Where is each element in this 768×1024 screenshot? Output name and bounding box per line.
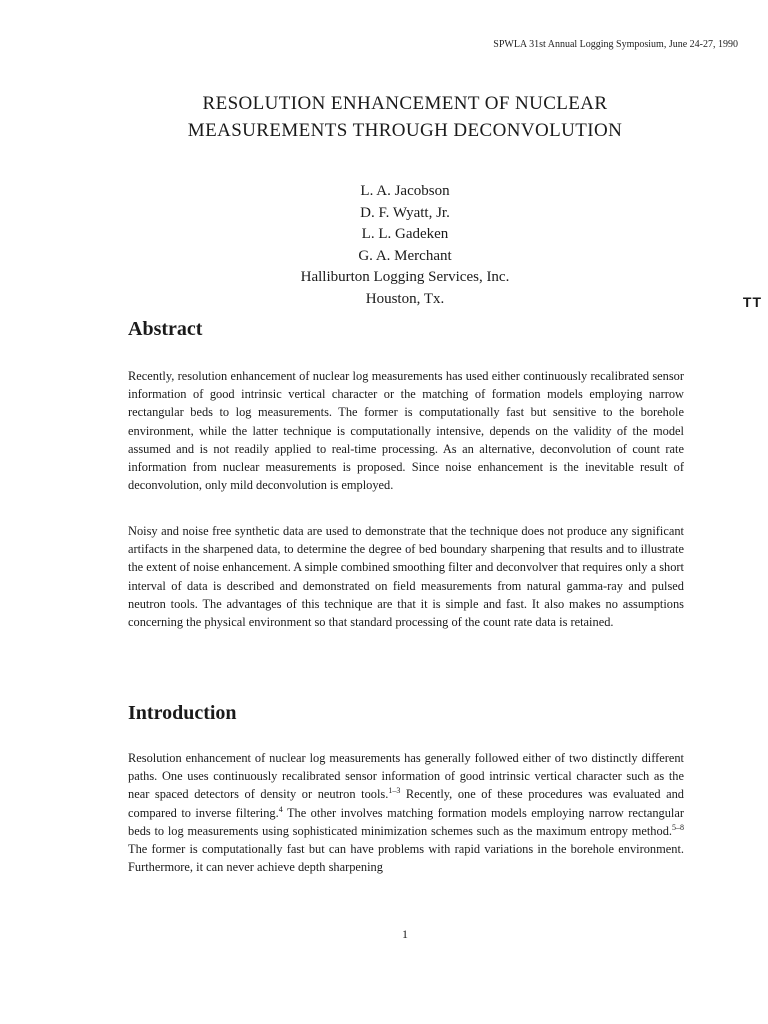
intro-text: The other involves matching formation models employing narrow rectangular beds to log measurements using sophisticated minimization schemes such as the maximum entropy method. [128,805,685,838]
running-head: SPWLA 31st Annual Logging Symposium, June 24-27, 1990 [493,39,738,50]
author-affiliation: Halliburton Logging Services, Inc. [300,269,510,286]
paper-title [0,90,768,144]
introduction-paragraph-1 [128,749,684,876]
section-mark: TT [742,294,762,310]
author-name: L. A. Jacobson [360,183,450,199]
author-name: G. A. Merchant [358,247,452,264]
citation-ref: 1–3 [388,786,401,796]
citation-ref: 5–8 [672,822,684,832]
introduction-heading: Introduction [128,702,237,724]
intro-text: Recently, one of these procedures was evaluated and compared to inverse filtering. [128,787,684,820]
page-number: 1 [402,927,408,941]
intro-text: Resolution enhancement of nuclear log measurements has generally followed either of two distinctly different paths. One uses continuously recalibrated sensor information of good intrinsic vertical character such as the near spaced detectors of density or neutron tools. [128,751,684,802]
abstract-heading: Abstract [128,318,203,340]
intro-text: The former is computationally fast but can have problems with rapid variations in the borehole environment. Furthermore, it can never achieve depth sharpening [128,842,684,875]
title-line-1: RESOLUTION ENHANCEMENT OF NUCLEAR [202,93,608,114]
abstract-paragraph-1: Recently, resolution enhancement of nuclear log measurements has used either continuously recalibrated sensor information of good intrinsic vertical character or the matching of formation models employing narrow rectangular beds to log measurements. The former is computationally fast but sensitive to the borehole environment, while the latter technique is computationally intensive, depends on the validity of the model assumed and is not readily applied to real-time processing. As an alternative, deconvolution of count rate information from nuclear measurements is proposed. Since noise enhancement is the inevitable result of deconvolution, only mild deconvolution is employed. [128,369,684,493]
author-location: Houston, Tx. [365,290,445,307]
citation-ref: 4 [278,804,283,814]
author-name: D. F. Wyatt, Jr. [360,204,450,221]
title-line-2: MEASUREMENTS THROUGH DECONVOLUTION [187,120,623,141]
author-name: L. L. Gadeken [361,226,449,243]
abstract-paragraph-2: Noisy and noise free synthetic data are used to demonstrate that the technique does not produce any significant artifacts in the sharpened data, to determine the degree of bed boundary sharpening that results and to illustrate the extent of noise enhancement. A simple combined smoothing filter and deconvolver that requires only a short interval of data is described and demonstrated on field measurements from natural gamma-ray and pulsed neutron tools. The advantages of this technique are that it is simple and fast. It also makes no assumptions concerning the physical environment so that standard processing of the count rate data is retained. [128,524,684,630]
author-block [0,181,768,311]
